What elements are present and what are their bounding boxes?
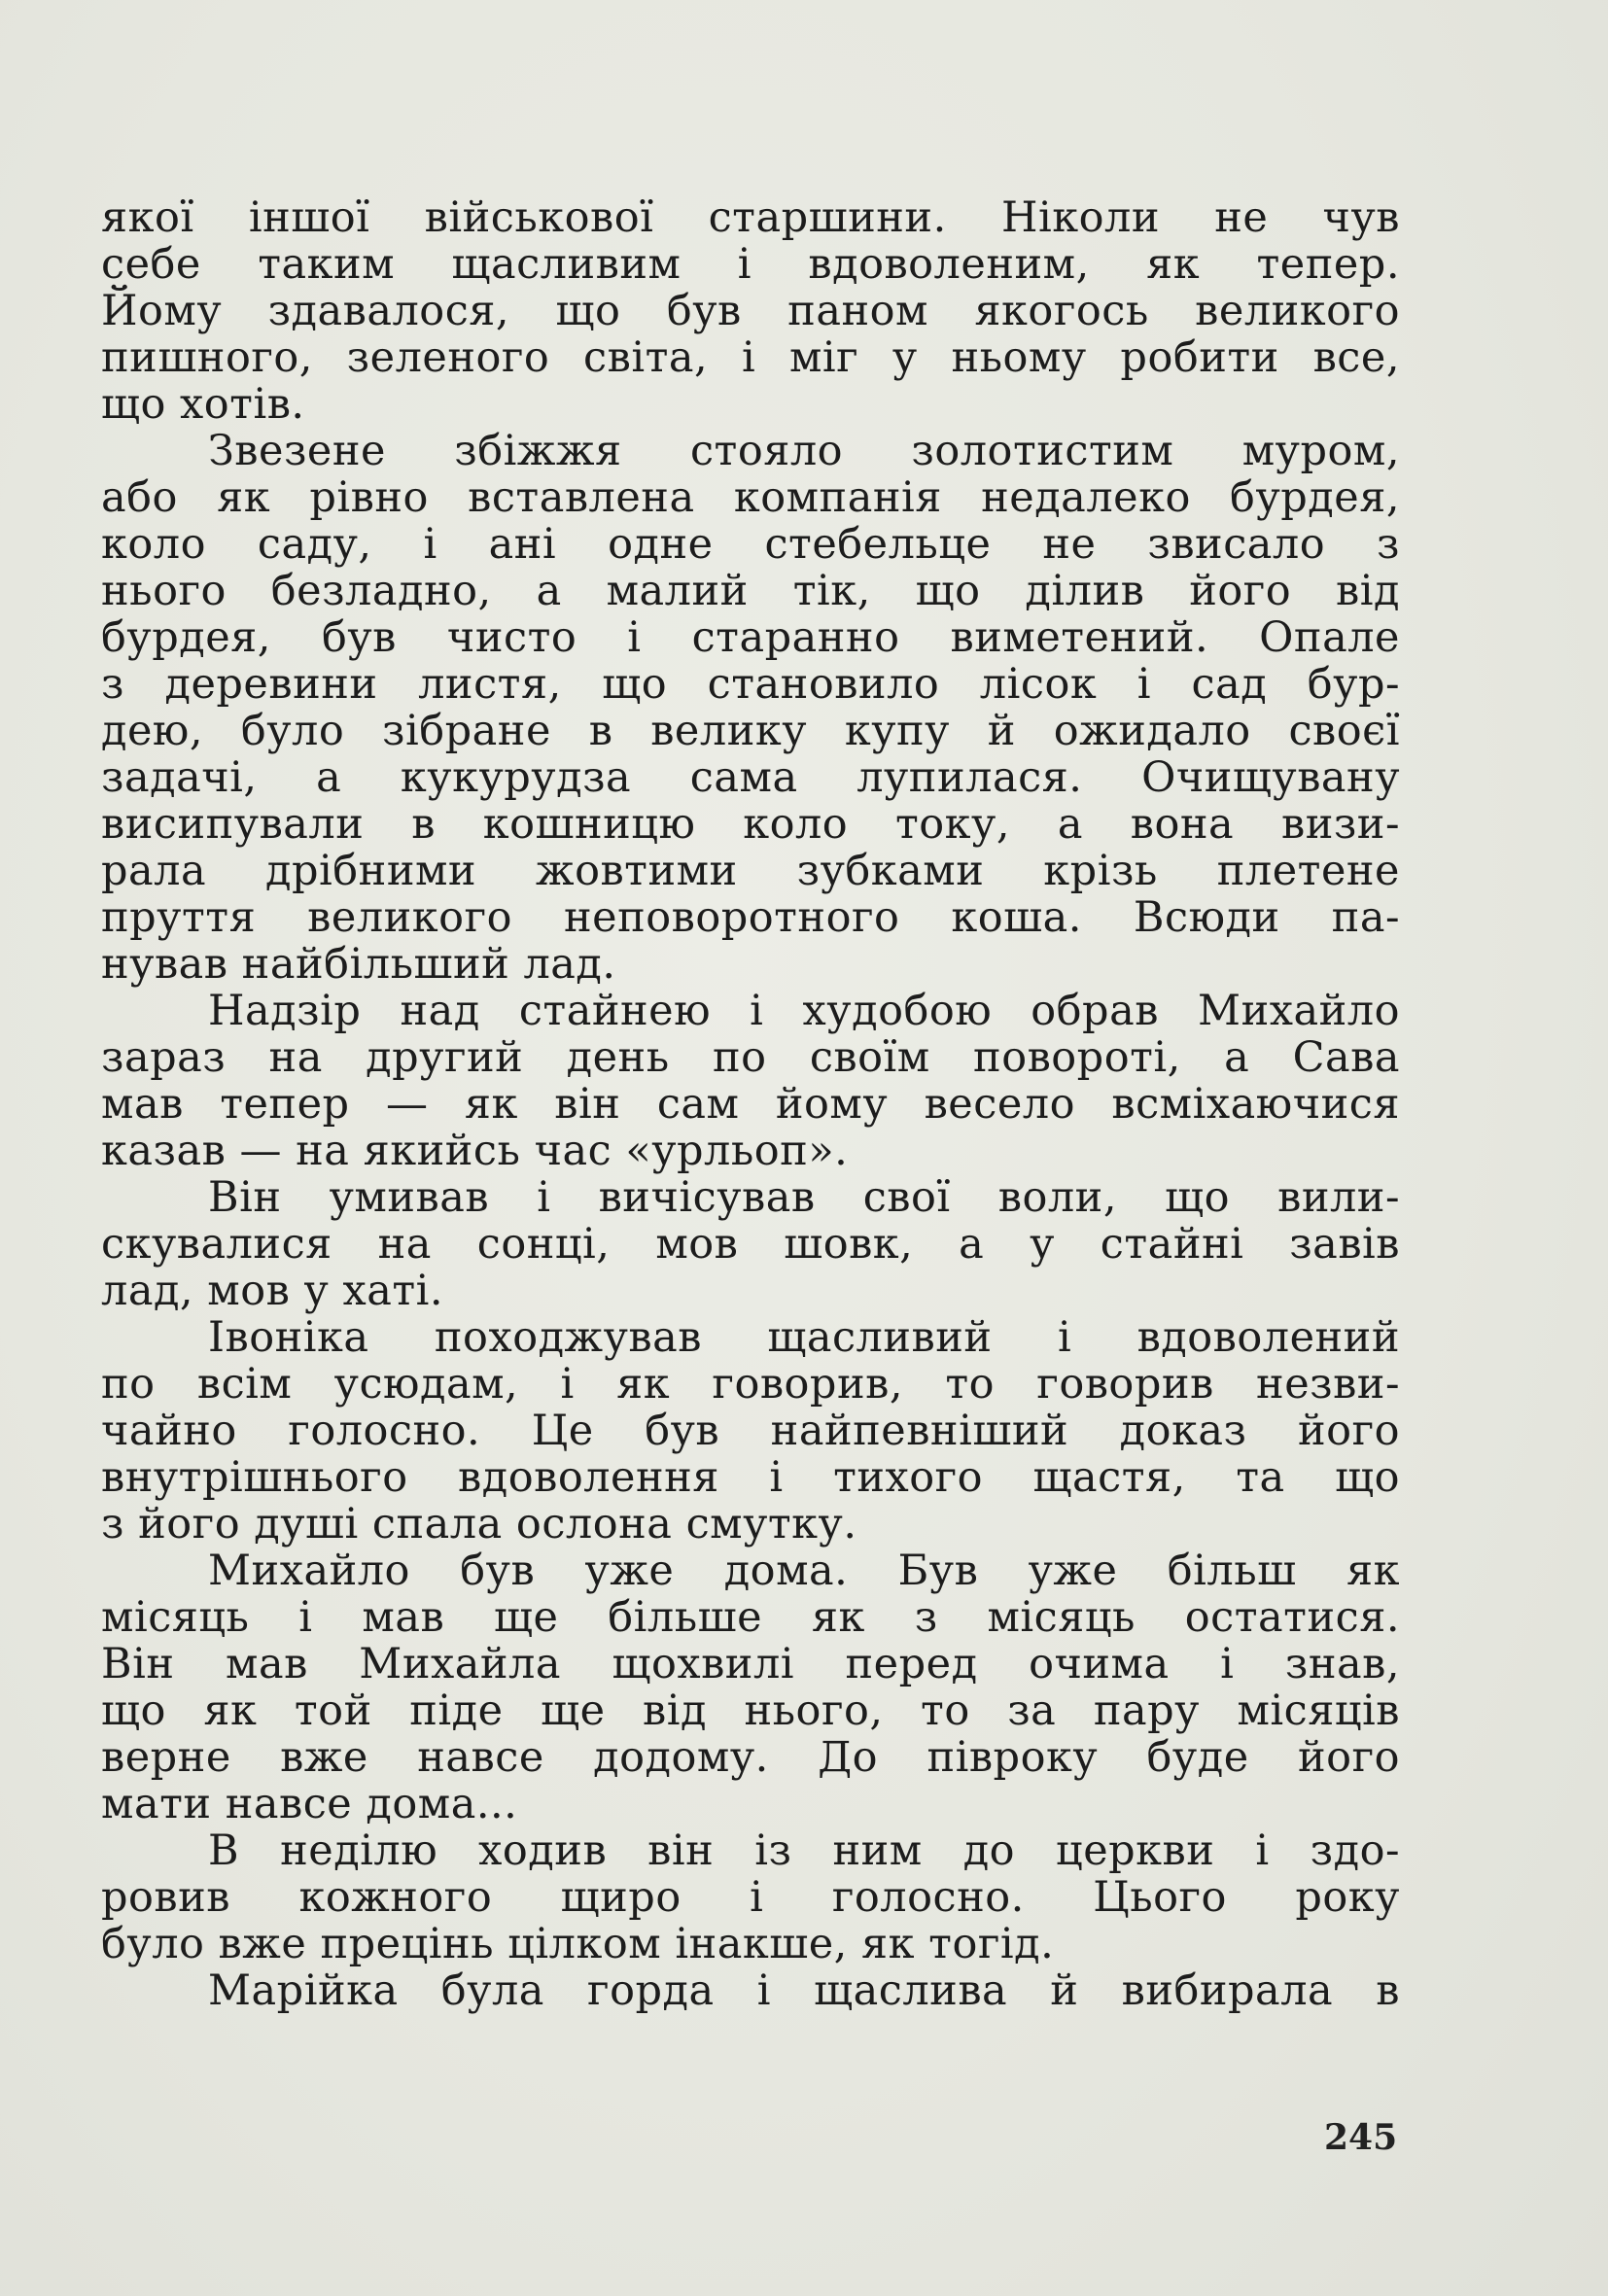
text-line: Йому здавалося, що був паном якогось великого <box>101 287 1400 335</box>
text-line: мав тепер — як він сам йому весело всміхаючися <box>101 1080 1400 1129</box>
page-number: 245 <box>1324 2117 1398 2158</box>
body-text <box>101 194 1400 2014</box>
text-line: було вже прецінь цілком інакше, як тогід. <box>101 1920 1055 1968</box>
text-line: висипували в кошницю коло току, а вона визи- <box>101 800 1400 849</box>
text-line: Він умивав і вичісував свої воли, що вили- <box>208 1173 1400 1222</box>
text-line: Івоніка походжував щасливий і вдоволений <box>208 1313 1400 1362</box>
text-line: бурдея, був чисто і старанно виметений. Опале <box>101 613 1400 662</box>
text-line: нував найбільший лад. <box>101 940 616 989</box>
text-line: дею, було зібране в велику купу й ожидало своєї <box>101 707 1400 755</box>
text-line: що хотів. <box>101 380 305 429</box>
text-line: зараз на другий день по своїм повороті, а Сава <box>101 1033 1400 1082</box>
text-line: Він мав Михайла щохвилі перед очима і знав, <box>101 1640 1400 1688</box>
text-line: пруття великого неповоротного коша. Всюди па- <box>101 893 1400 942</box>
text-line: внутрішнього вдоволення і тихого щастя, та що <box>101 1453 1400 1502</box>
text-line: по всім усюдам, і як говорив, то говорив незви- <box>101 1360 1400 1409</box>
text-line: якої іншої військової старшини. Ніколи не чув <box>101 193 1400 242</box>
text-line: казав — на якийсь час «урльоп». <box>101 1127 849 1175</box>
text-line: з його душі спала ослона смутку. <box>101 1500 857 1548</box>
text-line: рала дрібними жовтими зубками крізь плетене <box>101 847 1400 895</box>
text-line: себе таким щасливим і вдоволеним, як тепер. <box>101 240 1400 289</box>
text-line: Звезене збіжжя стояло золотистим муром, <box>208 427 1400 475</box>
text-line: Михайло був уже дома. Був уже більш як <box>208 1547 1400 1595</box>
text-line: нього безладно, а малий тік, що ділив його від <box>101 567 1400 615</box>
text-line: скувалися на сонці, мов шовк, а у стайні завів <box>101 1220 1400 1269</box>
text-line: верне вже навсе додому. До півроку буде його <box>101 1733 1400 1782</box>
text-line: Марійка була горда і щаслива й вибирала в <box>208 1966 1400 2015</box>
text-line: або як рівно вставлена компанія недалеко бурдея, <box>101 473 1400 522</box>
text-line: задачі, а кукурудза сама лупилася. Очищувану <box>101 753 1400 802</box>
text-line: лад, мов у хаті. <box>101 1267 444 1315</box>
text-line: чайно голосно. Це був найпевніший доказ його <box>101 1407 1400 1455</box>
text-line: Надзір над стайнею і худобою обрав Михайло <box>208 987 1400 1035</box>
text-line: В неділю ходив він із ним до церкви і здо- <box>208 1826 1400 1875</box>
text-line: що як той піде ще від нього, то за пару місяців <box>101 1687 1400 1735</box>
text-line: ровив кожного щиро і голосно. Цього року <box>101 1873 1400 1922</box>
text-line: пишного, зеленого світа, і міг у ньому робити все, <box>101 333 1400 382</box>
text-line: коло саду, і ані одне стебельце не звисало з <box>101 520 1400 569</box>
text-line: місяць і мав ще більше як з місяць остатися. <box>101 1593 1400 1642</box>
text-line: з деревини листя, що становило лісок і сад бур- <box>101 660 1400 709</box>
text-line: мати навсе дома... <box>101 1780 518 1828</box>
